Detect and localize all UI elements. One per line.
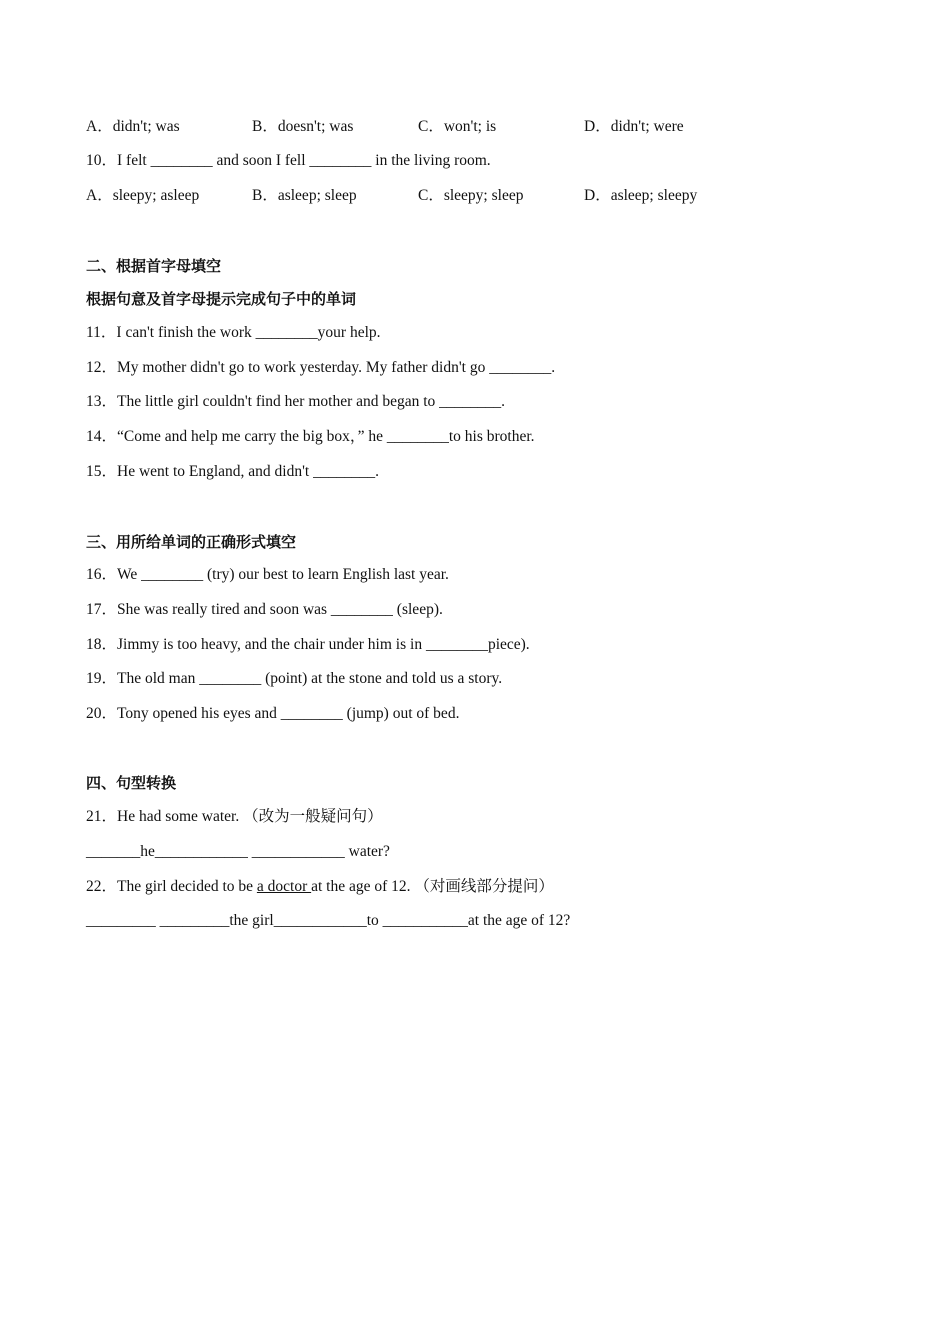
section-3-title: 三、用所给单词的正确形式填空 — [86, 533, 297, 551]
question-20: 20．Tony opened his eyes and ________ (jump) out of bed. — [86, 705, 460, 722]
question-13: 13．The little girl couldn't find her mother and began to ________. — [86, 393, 506, 410]
question-10: 10．I felt ________ and soon I fell ________ in the living room. — [86, 152, 491, 169]
section-2-title: 二、根据首字母填空 — [86, 257, 222, 275]
question-12: 12．My mother didn't go to work yesterday. My father didn't go ________. — [86, 359, 556, 376]
q10-option-d: D．asleep; sleepy — [584, 187, 698, 204]
question-14: 14．“Come and help me carry the big box，” he ________to his brother. — [86, 428, 535, 445]
q9-option-c: C．won't; is — [418, 118, 497, 135]
q9-option-d: D．didn't; were — [584, 118, 684, 135]
question-22-underlined: a doctor — [256, 878, 312, 895]
question-15: 15．He went to England, and didn't ________. — [86, 463, 379, 480]
question-22-after: at the age of 12. （对画线部分提问） — [311, 878, 554, 895]
question-16: 16．We ________ (try) our best to learn English last year. — [86, 566, 449, 583]
question-17: 17．She was really tired and soon was ________ (sleep). — [86, 601, 443, 618]
question-22 — [86, 877, 554, 897]
question-21-answer-line: _______he____________ ____________ water? — [86, 843, 390, 860]
question-19: 19．The old man ________ (point) at the stone and told us a story. — [86, 670, 503, 687]
section-4-title: 四、句型转换 — [86, 774, 177, 792]
q9-option-b: B．doesn't; was — [252, 118, 354, 135]
section-2-instruction: 根据句意及首字母提示完成句子中的单词 — [86, 290, 357, 308]
question-22-before: 22．The girl decided to be — [86, 878, 257, 895]
q10-option-a: A．sleepy; asleep — [86, 187, 200, 204]
q10-option-c: C．sleepy; sleep — [418, 187, 524, 204]
question-21: 21．He had some water. （改为一般疑问句） — [86, 808, 383, 825]
question-18: 18．Jimmy is too heavy, and the chair under him is in ________piece). — [86, 636, 530, 653]
question-11: 11．I can't finish the work ________your help. — [86, 324, 381, 341]
question-22-answer-line: _________ _________the girl____________to ___________at the age of 12? — [86, 912, 571, 929]
q9-option-a: A．didn't; was — [86, 118, 180, 135]
q10-option-b: B．asleep; sleep — [252, 187, 357, 204]
